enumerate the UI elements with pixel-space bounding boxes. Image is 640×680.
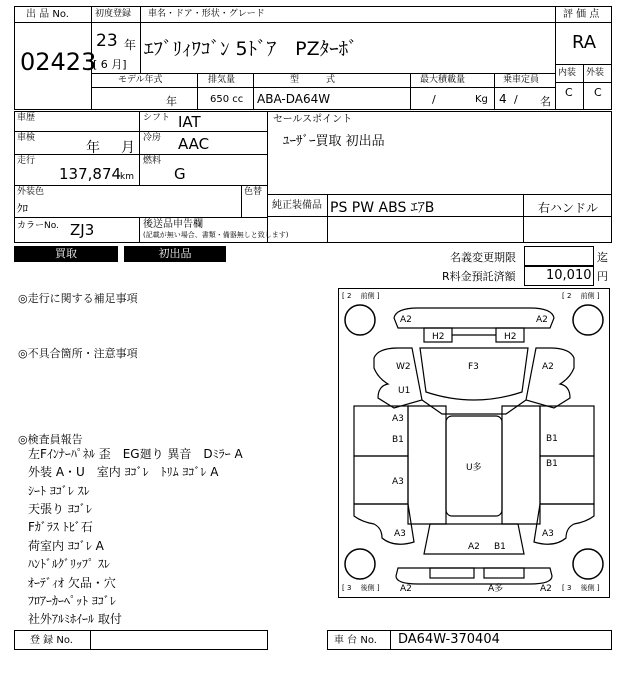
car-name-label: 車名・ドア・形状・グレード (148, 9, 265, 19)
divider (583, 64, 584, 110)
later-shipment-note: (記載が無い場合、書類・備器無しと致します) (143, 231, 289, 239)
displacement-value: 650 cc (210, 94, 244, 105)
divider (139, 111, 140, 185)
sales-point-text: ﾕｰｻﾞｰ買取 初出品 (283, 134, 385, 149)
type-value: ABA-DA64W (257, 92, 331, 106)
code-left-rear-door: A3 (392, 477, 404, 487)
divider (139, 217, 140, 243)
registration-number-label: 登 録 No. (30, 635, 73, 646)
divider (327, 194, 328, 243)
inspector-line: 左Fｲﾝﾅｰﾊﾟﾈﾙ 歪 EG廻り 異音 Dﾐﾗｰ A (28, 447, 243, 461)
code-right-fender: A2 (542, 362, 554, 372)
recycle-label: R料金預託済額 (442, 270, 516, 283)
inspector-line: ｵｰﾃﾞｨｵ 欠品・穴 (28, 576, 116, 590)
first-registration-year-unit: 年 (124, 38, 137, 52)
inspector-heading: ◎検査員報告 (18, 433, 83, 446)
model-year-label: モデル年式 (118, 75, 163, 85)
inspector-line: 荷室内 ﾖｺﾞﾚ A (28, 539, 104, 553)
inspector-line: 外装 A・U 室内 ﾖｺﾞﾚ ﾄﾘﾑ ﾖｺﾞﾚ A (28, 465, 219, 479)
mileage-unit: km (120, 172, 134, 182)
max-load-slash: / (432, 93, 436, 106)
divider (494, 73, 495, 110)
first-registration-label: 初度登録 (95, 9, 132, 19)
corner-label-br: [ 3 後側 ] (562, 584, 600, 592)
supplement-heading: ◎走行に関する補足事項 (18, 292, 138, 305)
corner-label-tl: [ 2 前側 ] (342, 292, 380, 300)
code-left-fender-u: U1 (398, 386, 411, 396)
defect-heading: ◎不具合箇所・注意事項 (18, 347, 138, 360)
inspector-line: ﾌﾛｱｰｶｰﾍﾟｯﾄ ﾖｺﾞﾚ (28, 594, 116, 608)
right-front-door (540, 406, 594, 456)
name-change-unit: 迄 (597, 251, 608, 264)
tag-first-listing: 初出品 (124, 246, 226, 262)
code-front-bumper-right: A2 (536, 315, 548, 325)
right-front-fender (526, 348, 574, 408)
inspection-month-unit: 月 (121, 140, 135, 156)
exterior-color-value: ｸﾛ (17, 202, 28, 215)
divider (241, 185, 242, 217)
first-registration-year: 23 (96, 31, 118, 51)
corner-label-tr: [ 2 前側 ] (562, 292, 600, 300)
wheel-rear-right (573, 549, 603, 579)
wheel-front-left (345, 305, 375, 335)
divider (14, 217, 268, 218)
code-left-rear-quarter: A3 (394, 529, 406, 539)
code-left-front-door-a: A3 (392, 414, 404, 424)
code-rear-bumper-center: A多 (488, 584, 504, 594)
code-windshield: F3 (468, 362, 479, 372)
divider (523, 194, 524, 243)
sales-point-label: セールスポイント (273, 114, 353, 125)
color-no-label: カラーNo. (17, 221, 59, 231)
divider (14, 131, 268, 132)
code-rear-bumper-right: A2 (540, 584, 552, 594)
divider (390, 630, 391, 650)
capacity-slash: / (514, 93, 518, 106)
ac-value: AAC (178, 135, 210, 153)
rear-lamp (484, 568, 524, 578)
divider (410, 73, 411, 110)
later-shipment-label: 後送品申告欄 (143, 219, 203, 230)
model-year-unit: 年 (166, 95, 177, 108)
wheel-front-right (573, 305, 603, 335)
code-front-bumper-left: A2 (400, 315, 412, 325)
code-right-rear-quarter: A3 (542, 529, 554, 539)
corner-label-bl: [ 3 後側 ] (342, 584, 380, 592)
color-no-value: ZJ3 (70, 221, 95, 239)
front-bumper (394, 308, 554, 328)
chassis-number: DA64W-370404 (398, 632, 500, 647)
inspector-line: ｼｰﾄ ﾖｺﾞﾚ ｽﾚ (28, 484, 90, 498)
fuel-value: G (174, 165, 186, 183)
fuel-label: 燃料 (143, 156, 162, 166)
code-tailgate-b: B1 (494, 542, 506, 552)
capacity-unit: 名 (540, 95, 551, 108)
max-load-unit: Kg (475, 94, 488, 105)
lot-number-label: 出 品 No. (26, 9, 69, 20)
code-headlight-left: H2 (432, 332, 445, 342)
recycle-unit: 円 (597, 270, 608, 283)
inspector-line: ﾊﾝﾄﾞﾙｸﾞﾘｯﾌﾟ ｽﾚ (28, 557, 110, 571)
inspection-year-unit: 年 (86, 140, 100, 156)
divider (90, 630, 91, 650)
mileage-label: 走行 (17, 156, 36, 166)
chassis-number-label: 車 台 No. (334, 635, 377, 646)
capacity-label: 乗車定員 (503, 75, 540, 85)
inspector-line: 天張り ﾖｺﾞﾚ (28, 502, 92, 516)
exterior-color-label: 外装色 (17, 187, 45, 197)
divider (555, 22, 612, 23)
code-left-fender-w: W2 (396, 362, 411, 372)
shift-value: IAT (178, 113, 201, 131)
handle-value: 右ハンドル (538, 201, 599, 215)
displacement-label: 排気量 (208, 75, 236, 85)
interior-grade: C (565, 86, 573, 99)
ac-label: 冷房 (143, 133, 162, 143)
divider (253, 73, 254, 110)
car-name: ｴﾌﾞﾘｨﾜｺﾞﾝ 5ﾄﾞｱ PZﾀｰﾎﾞ (144, 38, 358, 60)
divider (267, 216, 612, 217)
name-change-label: 名義変更期限 (450, 251, 516, 264)
code-roof: U多 (466, 463, 482, 473)
interior-grade-label: 内装 (558, 68, 577, 78)
equipment-value: PS PW ABS ｴｱB (330, 200, 435, 216)
divider (197, 73, 198, 110)
equipment-label: 純正装備品 (272, 200, 322, 211)
code-rear-bumper-left: A2 (400, 584, 412, 594)
capacity-value: 4 (499, 92, 507, 106)
inspector-line: Fｶﾞﾗｽ ﾄﾋﾞ石 (28, 520, 93, 534)
divider (14, 154, 268, 155)
name-change-value-box (524, 246, 594, 266)
code-headlight-right: H2 (504, 332, 517, 342)
license-plate (430, 568, 474, 578)
history-label: 車歴 (17, 113, 36, 123)
wheel-rear-left (345, 549, 375, 579)
divider (14, 185, 268, 186)
type-label: 型 式 (290, 75, 336, 85)
divider (555, 82, 612, 83)
divider (14, 22, 92, 23)
tag-buyback: 買取 (14, 246, 118, 262)
lot-number: 02423 (20, 48, 97, 76)
inspection-label: 車検 (17, 133, 36, 143)
recycle-value: 10,010 (546, 268, 592, 283)
max-load-label: 最大積載量 (420, 75, 466, 85)
divider (91, 87, 556, 88)
code-right-rear-door: B1 (546, 459, 558, 469)
exterior-grade-label: 外装 (586, 68, 605, 78)
grade-label: 評 価 点 (563, 9, 600, 20)
code-tailgate-a: A2 (468, 542, 480, 552)
repaint-label: 色替 (244, 187, 263, 197)
inspector-line: 社外ｱﾙﾐﾎｲｰﾙ 取付 (28, 612, 122, 626)
damage-diagram (338, 288, 610, 598)
code-right-front-door: B1 (546, 434, 558, 444)
first-registration-month: [ 6 月] (93, 58, 127, 71)
left-front-fender (374, 348, 422, 408)
grade-value: RA (572, 32, 597, 53)
code-left-front-door-b: B1 (392, 435, 404, 445)
exterior-grade: C (594, 86, 602, 99)
hood-windshield (420, 348, 528, 400)
mileage-value: 137,874 (59, 165, 122, 183)
a-pillar (422, 400, 526, 414)
shift-label: シフト (143, 113, 171, 123)
